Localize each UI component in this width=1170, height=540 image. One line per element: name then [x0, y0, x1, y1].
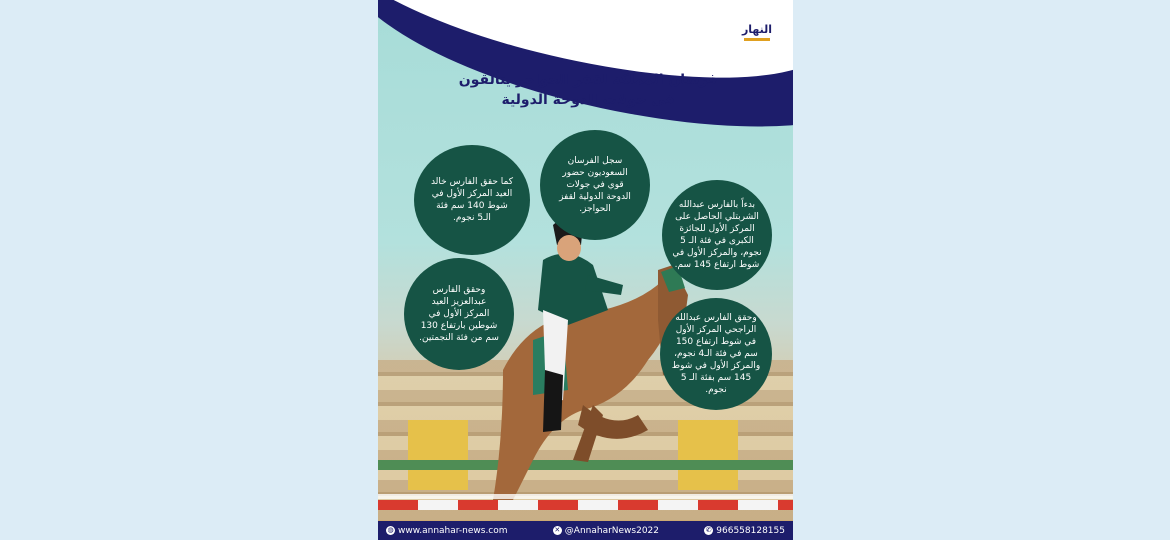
info-bubble-4: وحقق الفارس عبدالعزيز العيد المركز الأول في شوطين بارتفاع 130 سم من فئة النجمتين.	[404, 258, 514, 370]
infographic-poster	[378, 0, 793, 540]
footer-bar	[378, 521, 793, 540]
globe-icon: ◍	[387, 526, 394, 534]
twitter-icon: ✕	[554, 526, 561, 534]
footer-twitter[interactable]	[553, 526, 659, 536]
annahar-logo	[736, 11, 778, 53]
whatsapp-icon: ✆	[705, 526, 712, 534]
whatsapp-number[interactable]: 966558128155	[716, 525, 785, 536]
jump-rail	[378, 500, 793, 510]
headline-line-1: فرسان المملكة لقفز الحواجز يتألقون	[458, 72, 718, 88]
website-link[interactable]: www.annahar-news.com	[398, 525, 508, 536]
jump-rail-top	[378, 494, 793, 499]
footer-website[interactable]	[386, 526, 508, 536]
info-bubble-1: سجل الفرسان السعوديون حضور قوي في جولات الدوحة الدولية لقفز الحواجز.	[540, 130, 650, 240]
logo-text: النهار	[741, 22, 773, 36]
info-bubble-3: بدءاً بالفارس عبدالله الشربتلي الحاصل على المركز الأول للجائزة الكبرى في فئة الـ 5 نجوم، والمركز الأول في شوط ارتفاع 145 سم.	[662, 180, 772, 290]
info-bubble-2: كما حقق الفارس خالد العيد المركز الأول في شوط 140 سم فئة الـ5 نجوم.	[414, 145, 530, 255]
arena-panel	[408, 420, 468, 490]
twitter-handle[interactable]: @AnnaharNews2022	[564, 525, 660, 536]
info-bubble-5: وحقق الفارس عبدالله الراجحي المركز الأول في شوط ارتفاع 150 سم في فئة الـ4 نجوم، والمركز الأول في شوط 145 سم بفئة الـ 5 نجوم.	[660, 298, 772, 410]
headline	[438, 70, 738, 110]
headline-line-2: في جولات الدوحة الدولية	[501, 92, 675, 108]
logo-bar	[744, 38, 770, 41]
footer-whatsapp[interactable]	[704, 526, 785, 536]
